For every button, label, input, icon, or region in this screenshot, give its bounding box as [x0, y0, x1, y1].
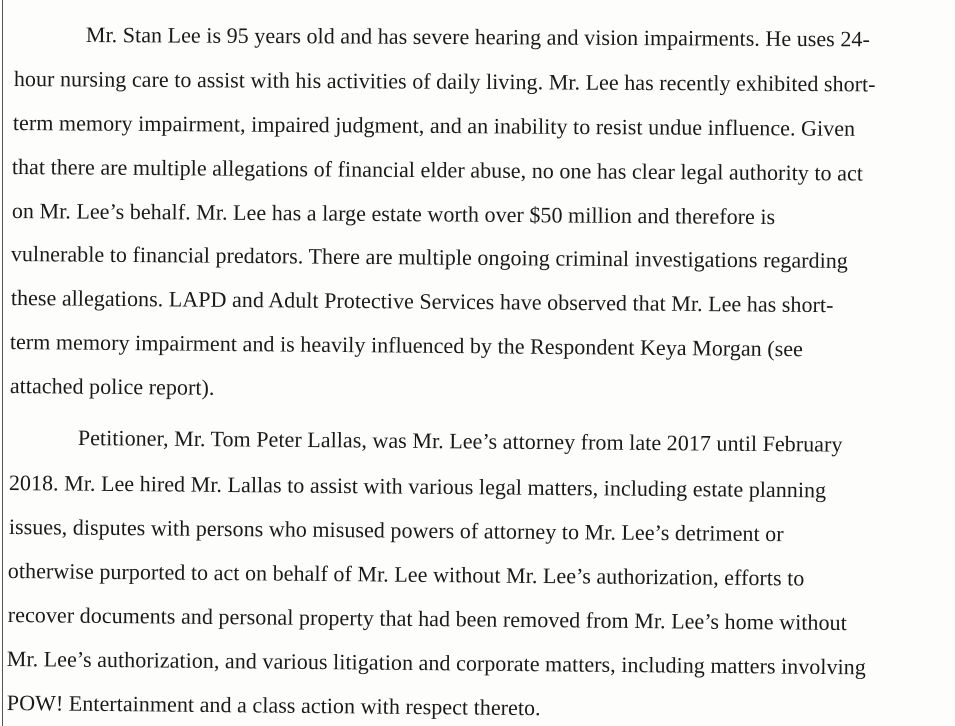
- paragraph-1-line: that there are multiple allegations of financial elder abuse, no one has clear legal authority to act: [11, 154, 864, 186]
- paragraph-1-line: hour nursing care to assist with his activities of daily living. Mr. Lee has recently exhibited short-: [13, 66, 876, 97]
- paragraph-2-line: otherwise purported to act on behalf of Mr. Lee without Mr. Lee’s authorization, efforts to: [7, 558, 805, 591]
- paragraph-1-line: vulnerable to financial predators. There are multiple ongoing criminal investigations regarding: [10, 241, 849, 274]
- paragraph-1-line: term memory impairment and is heavily influenced by the Respondent Keya Morgan (see: [9, 329, 804, 362]
- paragraph-2-line: POW! Entertainment and a class action with respect thereto.: [6, 690, 541, 721]
- paragraph-1-line: term memory impairment, impaired judgment, and an inability to resist undue influence. Given: [12, 110, 856, 141]
- paragraph-2-line: 2018. Mr. Lee hired Mr. Lallas to assist with various legal matters, including estate planning: [8, 470, 827, 503]
- paragraph-2-line: recover documents and personal property that had been removed from Mr. Lee’s home without: [7, 602, 847, 636]
- paragraph-2-line: Petitioner, Mr. Tom Peter Lallas, was Mr. Lee’s attorney from late 2017 until February: [77, 425, 843, 457]
- paragraph-1-line: attached police report).: [9, 373, 215, 400]
- paragraph-2-line: issues, disputes with persons who misused powers of attorney to Mr. Lee’s detriment or: [8, 514, 784, 547]
- paragraph-1-line: Mr. Stan Lee is 95 years old and has severe hearing and vision impairments. He uses 24-: [85, 22, 870, 52]
- left-margin-rule: [2, 0, 3, 726]
- paragraph-1-line: these allegations. LAPD and Adult Protective Services have observed that Mr. Lee has short-: [10, 285, 834, 318]
- paragraph-1-line: on Mr. Lee’s behalf. Mr. Lee has a large estate worth over $50 million and therefore is: [11, 198, 776, 230]
- paragraph-2-line: Mr. Lee’s authorization, and various litigation and corporate matters, including matters involving: [6, 646, 866, 680]
